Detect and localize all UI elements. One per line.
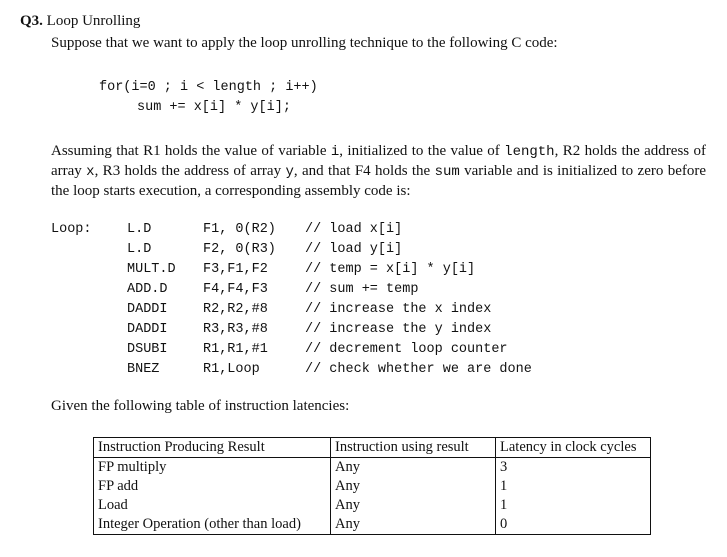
para-code: i <box>330 144 340 160</box>
para-code: sum <box>434 164 460 180</box>
table-header-row <box>94 438 651 458</box>
table-header: Latency in clock cycles <box>496 438 651 458</box>
table-header: Instruction Producing Result <box>94 438 331 458</box>
assumption-paragraph <box>51 142 706 201</box>
asm-label <box>51 280 127 300</box>
latency-table <box>93 437 651 535</box>
asm-comment: // sum += temp <box>305 282 419 297</box>
given-text: Given the following table of instruction latencies: <box>51 398 350 414</box>
para-text: , R2 holds the address of array <box>51 143 706 179</box>
para-code: x <box>86 164 95 180</box>
table-cell: Integer Operation (other than load) <box>94 515 331 535</box>
asm-label <box>51 300 127 320</box>
table-cell: Any <box>331 477 496 496</box>
table-cell: 0 <box>496 515 651 535</box>
asm-opcode: ADD.D <box>127 282 168 297</box>
asm-comment: // check whether we are done <box>305 362 532 377</box>
table-cell: Any <box>331 515 496 535</box>
assembly-line <box>51 360 532 380</box>
asm-operands: F1, 0(R2) <box>203 222 276 237</box>
para-text: Assuming that R1 holds the value of variable <box>51 143 331 159</box>
para-text: variable and is initialized to zero before the loop starts execution, a corresponding assembly code is: <box>51 163 707 199</box>
asm-comment: // load x[i] <box>305 222 403 237</box>
asm-opcode: BNEZ <box>127 362 160 377</box>
asm-comment: // temp = x[i] * y[i] <box>305 262 476 277</box>
assembly-line <box>51 240 532 260</box>
table-row <box>94 477 651 496</box>
asm-comment: // load y[i] <box>305 242 403 257</box>
c-code-line: for(i=0 ; i < length ; i++) <box>99 80 318 95</box>
table-cell: 1 <box>496 477 651 496</box>
asm-opcode: DADDI <box>127 322 168 337</box>
asm-label <box>51 360 127 380</box>
asm-label <box>51 320 127 340</box>
assembly-line <box>51 260 532 280</box>
asm-operands: R1,R1,#1 <box>203 342 268 357</box>
c-code-line: sum += x[i] * y[i]; <box>137 100 291 115</box>
asm-opcode: MULT.D <box>127 262 176 277</box>
table-cell: FP multiply <box>94 458 331 478</box>
asm-comment: // decrement loop counter <box>305 342 508 357</box>
asm-opcode: L.D <box>127 242 152 257</box>
table-cell: Any <box>331 496 496 515</box>
c-code-block <box>99 78 318 118</box>
table-row <box>94 515 651 535</box>
assembly-line <box>51 300 532 320</box>
question-title: Loop Unrolling <box>46 13 141 29</box>
asm-operands: R1,Loop <box>203 362 260 377</box>
para-text: , R3 holds the address of array <box>94 163 286 179</box>
intro-text: Suppose that we want to apply the loop unrolling technique to the following C code: <box>51 35 558 51</box>
table-row <box>94 496 651 515</box>
table-cell: 3 <box>496 458 651 478</box>
assembly-code-block <box>51 220 532 380</box>
asm-label <box>51 260 127 280</box>
para-code: length <box>504 144 555 160</box>
table-cell: Load <box>94 496 331 515</box>
asm-comment: // increase the x index <box>305 302 492 317</box>
table-cell: Any <box>331 458 496 478</box>
asm-operands: F2, 0(R3) <box>203 242 276 257</box>
assembly-line <box>51 280 532 300</box>
asm-operands: F4,F4,F3 <box>203 282 268 297</box>
asm-opcode: L.D <box>127 222 152 237</box>
assembly-line <box>51 320 532 340</box>
asm-label: Loop: <box>51 222 92 237</box>
table-cell: FP add <box>94 477 331 496</box>
para-text: , initialized to the value of <box>339 143 505 159</box>
table-row <box>94 458 651 478</box>
asm-operands: R2,R2,#8 <box>203 302 268 317</box>
asm-label <box>51 240 127 260</box>
asm-opcode: DSUBI <box>127 342 168 357</box>
assembly-line <box>51 340 532 360</box>
para-text: , and that F4 holds the <box>293 163 435 179</box>
question-number: Q3. <box>20 13 43 29</box>
table-cell: 1 <box>496 496 651 515</box>
question-heading <box>20 13 140 30</box>
asm-operands: F3,F1,F2 <box>203 262 268 277</box>
para-code: y <box>285 164 294 180</box>
asm-operands: R3,R3,#8 <box>203 322 268 337</box>
asm-comment: // increase the y index <box>305 322 492 337</box>
asm-opcode: DADDI <box>127 302 168 317</box>
table-header: Instruction using result <box>331 438 496 458</box>
assembly-line <box>51 220 532 240</box>
asm-label <box>51 340 127 360</box>
